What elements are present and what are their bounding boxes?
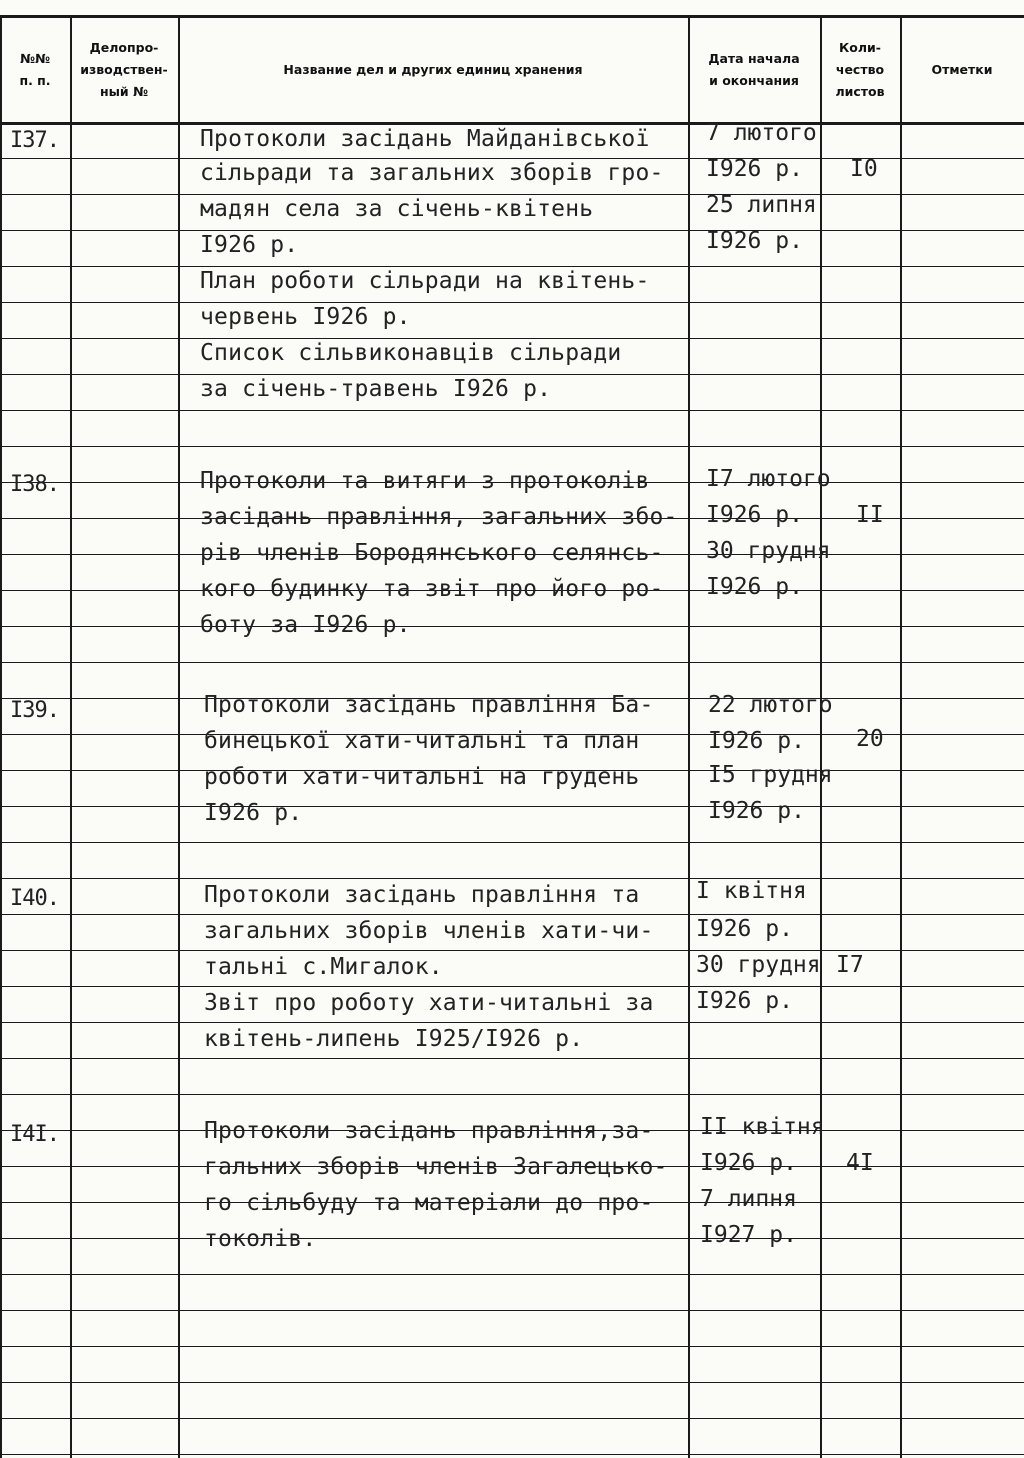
ruled-line xyxy=(0,1094,1024,1095)
col-rule xyxy=(70,15,72,1458)
col-rule xyxy=(820,15,822,1458)
ruled-line xyxy=(0,1454,1024,1455)
header-dates: Дата начала и окончания xyxy=(708,51,800,88)
entry-number: I4I. xyxy=(10,1122,59,1147)
entry-number: I37. xyxy=(10,128,59,153)
title-line: сільради та загальних зборів гро- xyxy=(200,160,664,186)
date-line: 30 грудня xyxy=(706,538,831,564)
date-line: I7 лютого xyxy=(706,466,831,492)
ruled-line xyxy=(0,1274,1024,1275)
ruled-line xyxy=(0,302,1024,303)
date-line: I926 р. xyxy=(706,156,803,182)
date-line: I5 грудня xyxy=(708,762,833,788)
title-line: План роботи сільради на квітень- xyxy=(200,268,650,294)
title-line: токолів. xyxy=(204,1226,317,1252)
entry-number: I40. xyxy=(10,886,59,911)
ruled-line xyxy=(0,1238,1024,1239)
ruled-line xyxy=(0,230,1024,231)
title-line: загальних зборів членів хати-чи- xyxy=(204,918,654,944)
title-line: Протоколи та витяги з протоколів xyxy=(200,468,650,494)
col-rule xyxy=(0,15,2,1458)
sheet-count: I7 xyxy=(836,952,864,978)
title-line: засідань правління, загальних збо- xyxy=(200,504,678,530)
title-line: Протоколи засідань правління,за- xyxy=(204,1118,654,1144)
title-line: Протоколи засідань Майданівської xyxy=(200,126,650,152)
sheet-count: I0 xyxy=(850,156,878,182)
ruled-line xyxy=(0,1418,1024,1419)
title-line: за січень-травень I926 р. xyxy=(200,376,552,402)
title-line: боту за I926 р. xyxy=(200,612,411,638)
date-line: I квітня xyxy=(696,878,807,904)
date-line: 30 грудня xyxy=(696,952,821,978)
title-line: Список сільвиконавців сільради xyxy=(200,340,622,366)
date-line: I926 р. xyxy=(706,228,803,254)
date-line: I926 р. xyxy=(706,502,803,528)
ruled-line xyxy=(0,1382,1024,1383)
date-line: 25 липня xyxy=(706,192,817,218)
title-line: I926 р. xyxy=(200,232,299,258)
date-line: I926 р. xyxy=(700,1150,797,1176)
entry-number: I39. xyxy=(10,698,59,723)
title-line: роботи хати-читальні на грудень xyxy=(204,764,640,790)
date-line: I926 р. xyxy=(708,798,805,824)
title-line: кого будинку та звіт про його ро- xyxy=(200,576,664,602)
ruled-line xyxy=(0,1346,1024,1347)
title-line: Протоколи засідань правління Ба- xyxy=(204,692,654,718)
header-sheet-count: Коли- чество листов xyxy=(835,40,885,99)
date-line: 7 липня xyxy=(700,1186,797,1212)
ruled-line xyxy=(0,662,1024,663)
title-line: го сільбуду та матеріали до про- xyxy=(204,1190,654,1216)
sheet-count: 4I xyxy=(846,1150,874,1176)
header-num: №№ п. п. xyxy=(19,51,51,88)
ruled-line xyxy=(0,842,1024,843)
date-line: 22 лютого xyxy=(708,692,833,718)
date-line: I926 р. xyxy=(706,574,803,600)
date-line: 7 лютого xyxy=(706,120,817,146)
title-line: тальні с.Мигалок. xyxy=(204,954,443,980)
col-rule xyxy=(688,15,690,1458)
ruled-line xyxy=(0,806,1024,807)
sheet-count: II xyxy=(856,502,884,528)
title-line: рів членів Бородянського селянсь- xyxy=(200,540,664,566)
ruled-line xyxy=(0,1310,1024,1311)
ruled-line xyxy=(0,446,1024,447)
ruled-line xyxy=(0,1058,1024,1059)
title-line: гальних зборів членів Загалецько- xyxy=(204,1154,668,1180)
entry-number: I38. xyxy=(10,472,59,497)
title-line: квітень-липень I925/I926 р. xyxy=(204,1026,584,1052)
ruled-line xyxy=(0,410,1024,411)
date-line: I926 р. xyxy=(708,728,805,754)
table-top-border xyxy=(0,15,1024,18)
header-title: Название дел и других единиц хранения xyxy=(283,62,583,77)
header-notes: Отметки xyxy=(931,62,993,77)
date-line: I926 р. xyxy=(696,916,793,942)
header-record-number: Делопро- изводствен- ный № xyxy=(80,40,168,99)
sheet-count: 20 xyxy=(856,726,884,752)
title-line: Протоколи засідань правління та xyxy=(204,882,640,908)
col-rule xyxy=(178,15,180,1458)
title-line: бинецької хати-читальні та план xyxy=(204,728,640,754)
title-line: I926 р. xyxy=(204,800,303,826)
ruled-line xyxy=(0,626,1024,627)
title-line: Звіт про роботу хати-читальні за xyxy=(204,990,654,1016)
col-rule xyxy=(900,15,902,1458)
ruled-line xyxy=(0,950,1024,951)
date-line: I927 р. xyxy=(700,1222,797,1248)
date-line: I926 р. xyxy=(696,988,793,1014)
date-line: II квітня xyxy=(700,1114,825,1140)
title-line: червень I926 р. xyxy=(200,304,411,330)
title-line: мадян села за січень-квітень xyxy=(200,196,594,222)
